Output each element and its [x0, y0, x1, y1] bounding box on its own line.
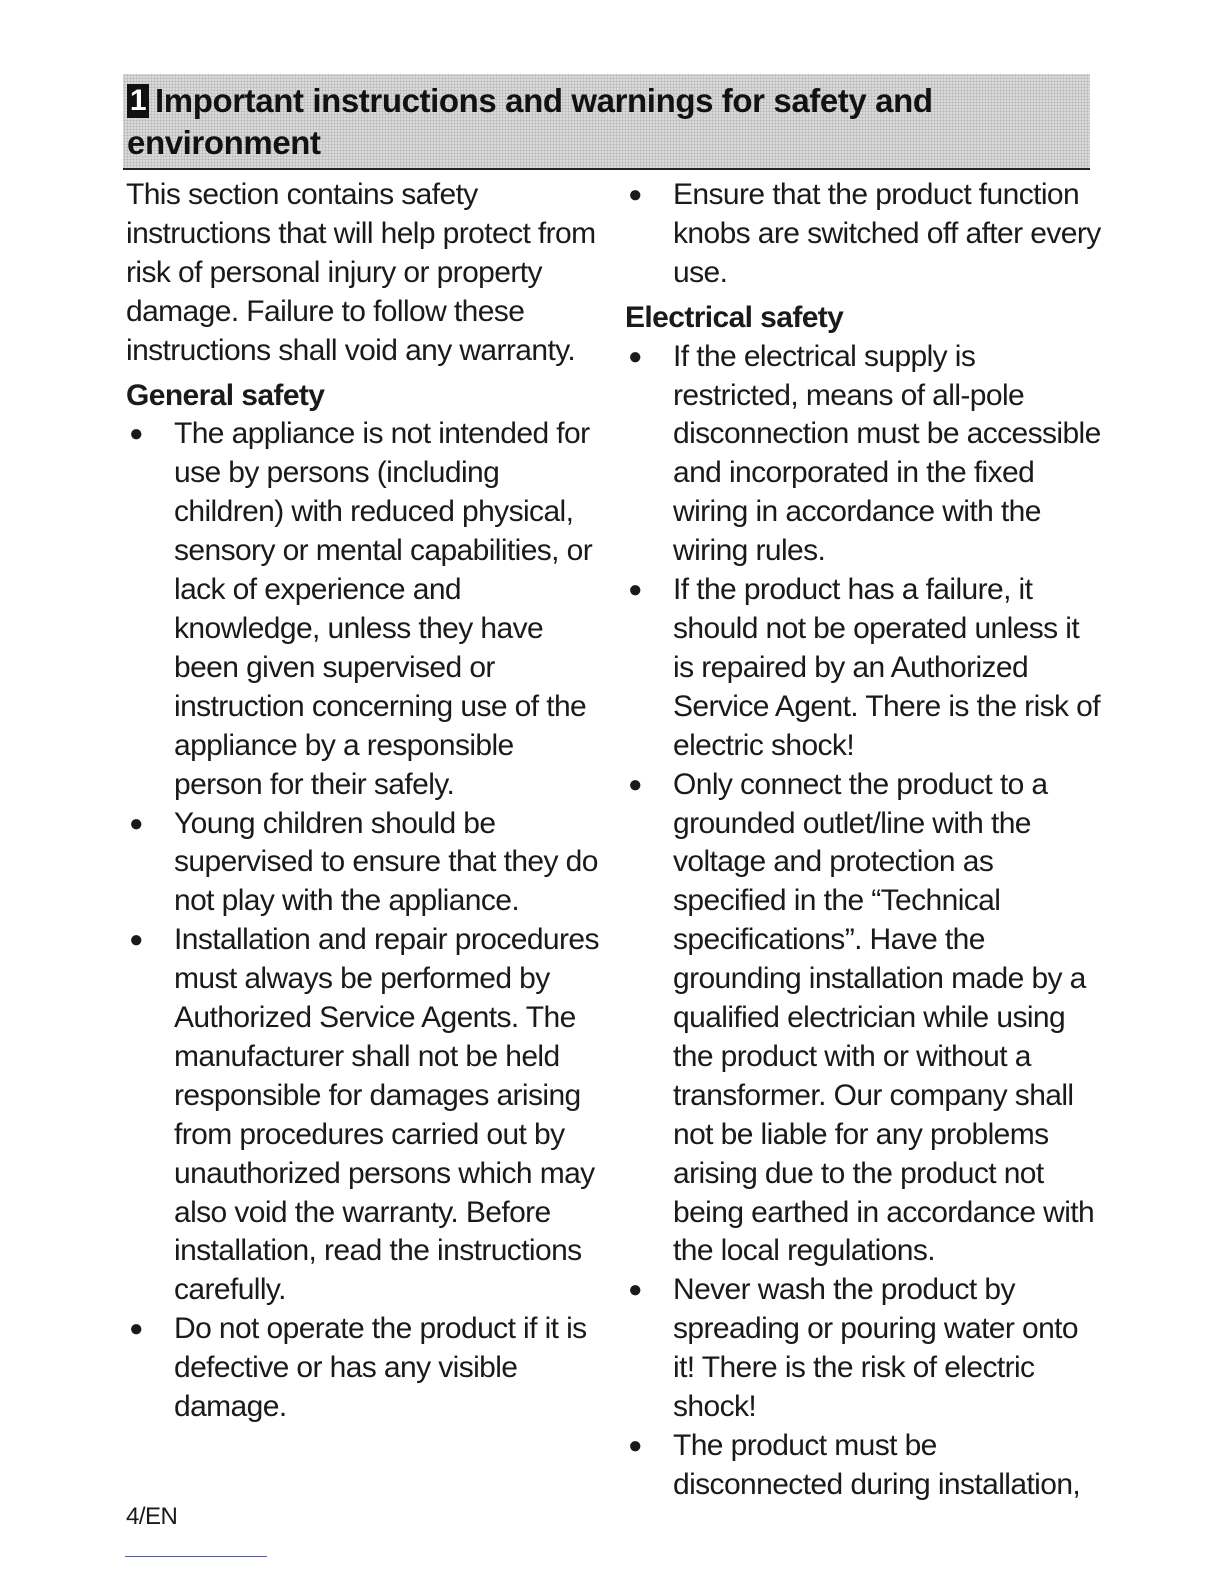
right-column — [625, 176, 1105, 1505]
general-safety-heading: General safety — [126, 378, 325, 412]
list-item — [126, 805, 606, 922]
list-item-text: The product must be disconnected during installation, — [673, 1429, 1081, 1501]
bullet-icon: ● — [129, 926, 143, 954]
list-item — [126, 1310, 606, 1427]
chapter-title-text: Important instructions and warnings for safety and environment — [127, 82, 933, 161]
list-item-text: If the product has a failure, it should not be operated unless it is repaired by an Authorized Service Agent. There is the risk of electric shock! — [673, 573, 1100, 762]
list-item-text: Only connect the product to a grounded outlet/line with the voltage and protection as specified in the “Technical specifications”. Have the grounding installation made by a qualified electrician while using the product with or without a transformer. Our company shall not be liable for any problems arising due to the product not being earthed in accordance with the local regulations. — [673, 767, 1095, 1268]
chapter-number-badge: 1 — [127, 84, 149, 118]
list-item-text: Never wash the product by spreading or pouring water onto it! There is the risk of electric shock! — [673, 1273, 1079, 1424]
list-item-text: Installation and repair procedures must always be performed by Authorized Service Agents. The manufacturer shall not be held responsible for damages arising from procedures carried out by unauthorized persons which may also void the warranty. Before installation, read the instructions carefully. — [174, 923, 599, 1307]
bullet-icon: ● — [628, 1432, 642, 1459]
bullet-icon: ● — [129, 420, 143, 448]
list-item-text: Young children should be supervised to ensure that they do not play with the appliance. — [174, 806, 598, 918]
list-item-text: Do not operate the product if it is defective or has any visible damage. — [174, 1312, 587, 1424]
bullet-icon: ● — [129, 809, 143, 837]
list-item-text: Ensure that the product function knobs are switched off after every use. — [673, 178, 1101, 289]
bullet-icon: ● — [628, 770, 642, 798]
list-item — [625, 176, 1105, 293]
list-item — [625, 766, 1105, 1272]
list-item — [126, 921, 606, 1310]
list-item — [625, 571, 1105, 766]
page-number: 4/EN — [126, 1503, 178, 1530]
list-item — [625, 1271, 1105, 1427]
list-item — [126, 415, 606, 804]
electrical-safety-list — [625, 338, 1105, 1505]
left-column — [126, 176, 606, 1427]
bullet-icon: ● — [628, 1276, 642, 1304]
bullet-icon: ● — [129, 1315, 143, 1343]
footer-rule — [125, 1556, 267, 1557]
electrical-safety-heading: Electrical safety — [625, 300, 844, 334]
list-item — [625, 338, 1105, 571]
list-item — [625, 1427, 1105, 1505]
chapter-header — [123, 74, 1090, 170]
bullet-icon: ● — [628, 181, 642, 208]
list-item-text: The appliance is not intended for use by persons (including children) with reduced physical, sensory or mental capabilities, or lack of experience and knowledge, unless they have been given supervised or instruction concerning use of the appliance by a responsible person for their safely. — [174, 417, 593, 801]
general-safety-list-continued — [625, 176, 1105, 293]
chapter-title — [127, 80, 1090, 164]
bullet-icon: ● — [628, 342, 642, 370]
bullet-icon: ● — [628, 576, 642, 604]
general-safety-list — [126, 415, 606, 1427]
list-item-text: If the electrical supply is restricted, means of all-pole disconnection must be accessible and incorporated in the fixed wiring in accordance with the wiring rules. — [673, 339, 1101, 568]
intro-paragraph: This section contains safety instructions that will help protect from risk of personal injury or property damage. Failure to follow these instructions shall void any warranty. — [126, 178, 596, 367]
